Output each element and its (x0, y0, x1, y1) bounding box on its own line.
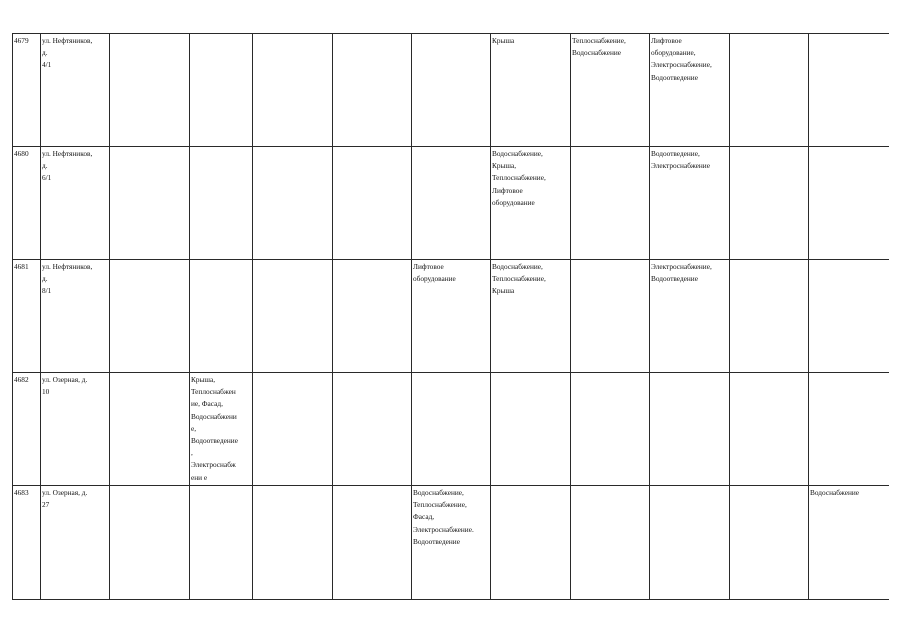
table-cell: Водоснабжение (809, 486, 889, 600)
table-cell (730, 147, 809, 260)
table-cell (650, 373, 730, 486)
table-cell (571, 373, 650, 486)
address-cell: ул. Нефтяников, д. 8/1 (41, 260, 110, 373)
table-cell (253, 260, 333, 373)
table-cell (110, 260, 190, 373)
table-cell (333, 260, 412, 373)
table-cell: Теплоснабжение, Водоснабжение (571, 34, 650, 147)
table-row (13, 147, 889, 260)
table-cell (333, 147, 412, 260)
row-number-cell: 4681 (13, 260, 41, 373)
table-cell (491, 373, 571, 486)
table-cell: Лифтовое оборудование (412, 260, 491, 373)
table-cell (110, 34, 190, 147)
table-cell (809, 34, 889, 147)
table-cell (110, 486, 190, 600)
table-row (13, 373, 889, 486)
table-cell: Водоснабжение, Крыша, Теплоснабжение, Лифтовое оборудование (491, 147, 571, 260)
table-cell (730, 34, 809, 147)
row-number-cell: 4683 (13, 486, 41, 600)
table-cell (571, 147, 650, 260)
table-cell (412, 147, 491, 260)
table-cell: Водоснабжение, Теплоснабжение, Крыша (491, 260, 571, 373)
table-cell (190, 486, 253, 600)
repair-schedule-table (12, 33, 889, 600)
table-cell (809, 260, 889, 373)
table-cell (190, 260, 253, 373)
table-cell (571, 260, 650, 373)
table-cell: Водоснабжение, Теплоснабжение, Фасад, Электроснабжение. Водоотведение (412, 486, 491, 600)
address-cell: ул. Нефтяников, д. 6/1 (41, 147, 110, 260)
table-cell (650, 486, 730, 600)
address-cell: ул. Озерная, д. 10 (41, 373, 110, 486)
table-cell (110, 373, 190, 486)
table-cell (730, 486, 809, 600)
address-cell: ул. Нефтяников, д. 4/1 (41, 34, 110, 147)
row-number-cell: 4680 (13, 147, 41, 260)
table-cell (809, 373, 889, 486)
table-cell (412, 34, 491, 147)
table-cell (333, 34, 412, 147)
table-cell: Крыша, Теплоснабжен ие, Фасад, Водоснабжени е, Водоотведение , Электроснабж ени е (190, 373, 253, 486)
table-cell (730, 373, 809, 486)
address-cell: ул. Озерная, д. 27 (41, 486, 110, 600)
table-cell (412, 373, 491, 486)
table-cell (110, 147, 190, 260)
table-row (13, 260, 889, 373)
table-cell (333, 373, 412, 486)
table-row (13, 34, 889, 147)
table-cell (571, 486, 650, 600)
table-cell (491, 486, 571, 600)
table-cell: Электроснабжение, Водоотведение (650, 260, 730, 373)
table-cell (730, 260, 809, 373)
row-number-cell: 4682 (13, 373, 41, 486)
table-cell: Водоотведение, Электроснабжение (650, 147, 730, 260)
table-cell: Крыша (491, 34, 571, 147)
table-cell (809, 147, 889, 260)
table-cell (190, 34, 253, 147)
table-row (13, 486, 889, 600)
table-cell: Лифтовое оборудование, Электроснабжение, Водоотведение (650, 34, 730, 147)
row-number-cell: 4679 (13, 34, 41, 147)
table-cell (333, 486, 412, 600)
table-cell (253, 147, 333, 260)
table-cell (190, 147, 253, 260)
table-cell (253, 34, 333, 147)
table-cell (253, 373, 333, 486)
table-cell (253, 486, 333, 600)
